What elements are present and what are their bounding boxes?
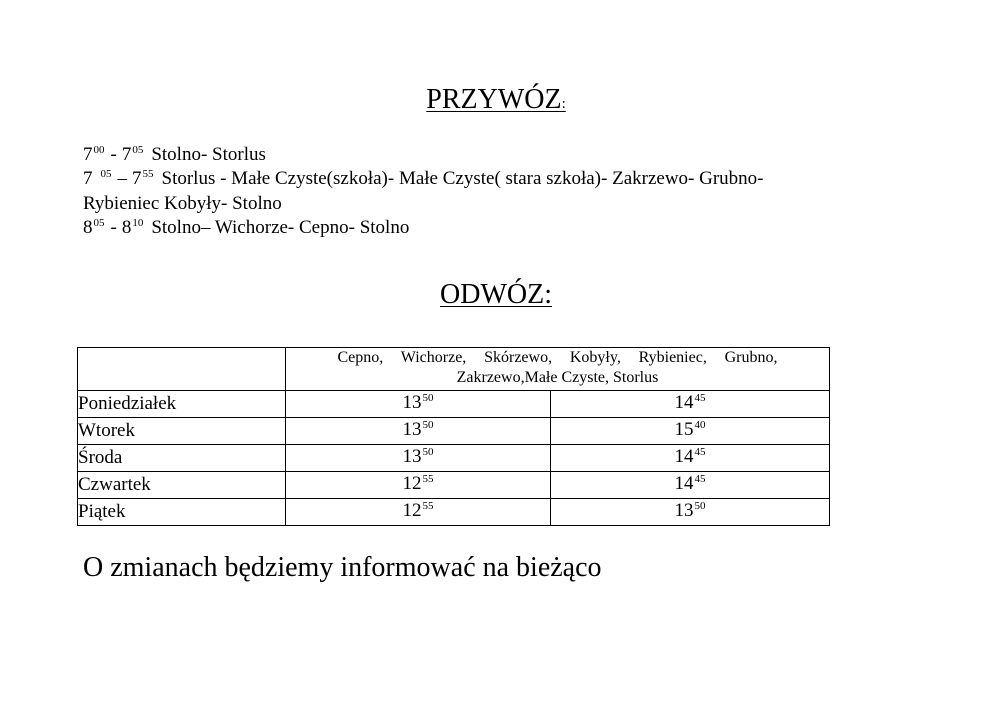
route-end-minute: 05 xyxy=(132,144,144,156)
time-hour: 12 xyxy=(402,500,422,521)
time-minute: 55 xyxy=(422,500,434,512)
departure-time-2 xyxy=(551,472,830,499)
time-hour: 15 xyxy=(674,419,694,440)
time-minute: 45 xyxy=(694,392,706,404)
time-hour: 14 xyxy=(674,392,694,413)
table-header-stops-line1: Cepno, Wichorze, Skórzewo, Kobyły, Rybieniec, Grubno, xyxy=(337,349,778,366)
time-minute: 50 xyxy=(422,446,434,458)
time-hour: 13 xyxy=(402,419,422,440)
time-minute: 45 xyxy=(694,446,706,458)
departure-time-2 xyxy=(551,418,830,445)
time-minute: 50 xyxy=(694,500,706,512)
route-line-1 xyxy=(83,143,764,167)
time-hour: 13 xyxy=(402,392,422,413)
departure-time-2 xyxy=(551,391,830,418)
table-row xyxy=(78,499,830,526)
time-minute: 50 xyxy=(422,392,434,404)
day-cell: Piątek xyxy=(78,499,286,526)
route-start-hour: 7 xyxy=(83,144,93,165)
table-row xyxy=(78,391,830,418)
time-hour: 12 xyxy=(402,473,422,494)
table-row xyxy=(78,445,830,472)
route-end-minute: 55 xyxy=(142,168,154,181)
time-hour: 13 xyxy=(402,446,422,467)
route-stops: Storlus - Małe Czyste(szkoła)- Małe Czyste( stara szkoła)- Zakrzewo- Grubno- xyxy=(161,168,764,190)
departure-time-1 xyxy=(286,445,551,472)
time-minute: 40 xyxy=(694,419,706,431)
time-hour: 14 xyxy=(674,446,694,467)
route-line-3 xyxy=(83,216,764,240)
route-start-hour: 8 xyxy=(83,216,93,238)
przywoz-title-underlined xyxy=(426,84,566,115)
time-minute: 50 xyxy=(422,419,434,431)
route-line-2-continued xyxy=(83,192,764,216)
route-end-hour: 7 xyxy=(121,144,132,165)
route-stops-continued: Rybieniec Kobyły- Stolno xyxy=(83,192,282,214)
route-separator: – xyxy=(117,168,127,190)
table-header-row xyxy=(78,348,830,391)
time-minute: 45 xyxy=(694,473,706,485)
departure-time-2 xyxy=(551,499,830,526)
departure-time-2 xyxy=(551,445,830,472)
odwoz-schedule-table xyxy=(77,347,830,526)
przywoz-routes xyxy=(83,143,764,240)
day-cell: Środa xyxy=(78,445,286,472)
przywoz-title-colon: : xyxy=(561,96,566,112)
time-hour: 14 xyxy=(674,473,694,494)
table-header-empty-cell xyxy=(78,348,286,391)
route-stops: Stolno- Storlus xyxy=(151,144,266,165)
przywoz-title xyxy=(0,84,992,120)
route-separator: - xyxy=(110,216,117,238)
table-row xyxy=(78,418,830,445)
route-start-hour: 7 xyxy=(83,168,93,190)
route-stops: Stolno– Wichorze- Cepno- Stolno xyxy=(151,216,410,238)
time-minute: 55 xyxy=(422,473,434,485)
route-start-minute: 05 xyxy=(93,216,105,229)
table-row xyxy=(78,472,830,499)
route-end-minute: 10 xyxy=(132,216,144,229)
time-hour: 13 xyxy=(674,500,694,521)
day-cell: Czwartek xyxy=(78,472,286,499)
footer-notice: O zmianach będziemy informować na bieżąco xyxy=(83,552,602,583)
route-start-minute: 00 xyxy=(93,144,105,156)
route-end-hour: 8 xyxy=(121,216,132,238)
odwoz-title xyxy=(0,279,992,311)
departure-time-1 xyxy=(286,391,551,418)
day-cell: Wtorek xyxy=(78,418,286,445)
route-separator: - xyxy=(110,144,117,165)
route-end-hour: 7 xyxy=(132,168,142,190)
route-line-2 xyxy=(83,167,764,191)
przywoz-title-text: PRZYWÓZ xyxy=(426,84,562,115)
day-cell: Poniedziałek xyxy=(78,391,286,418)
route-start-minute: 05 xyxy=(100,168,112,181)
departure-time-1 xyxy=(286,472,551,499)
departure-time-1 xyxy=(286,499,551,526)
odwoz-title-text: ODWÓZ: xyxy=(440,279,552,310)
table-header-stops xyxy=(286,348,830,391)
table-header-stops-line2: Zakrzewo,Małe Czyste, Storlus xyxy=(456,369,659,386)
departure-time-1 xyxy=(286,418,551,445)
